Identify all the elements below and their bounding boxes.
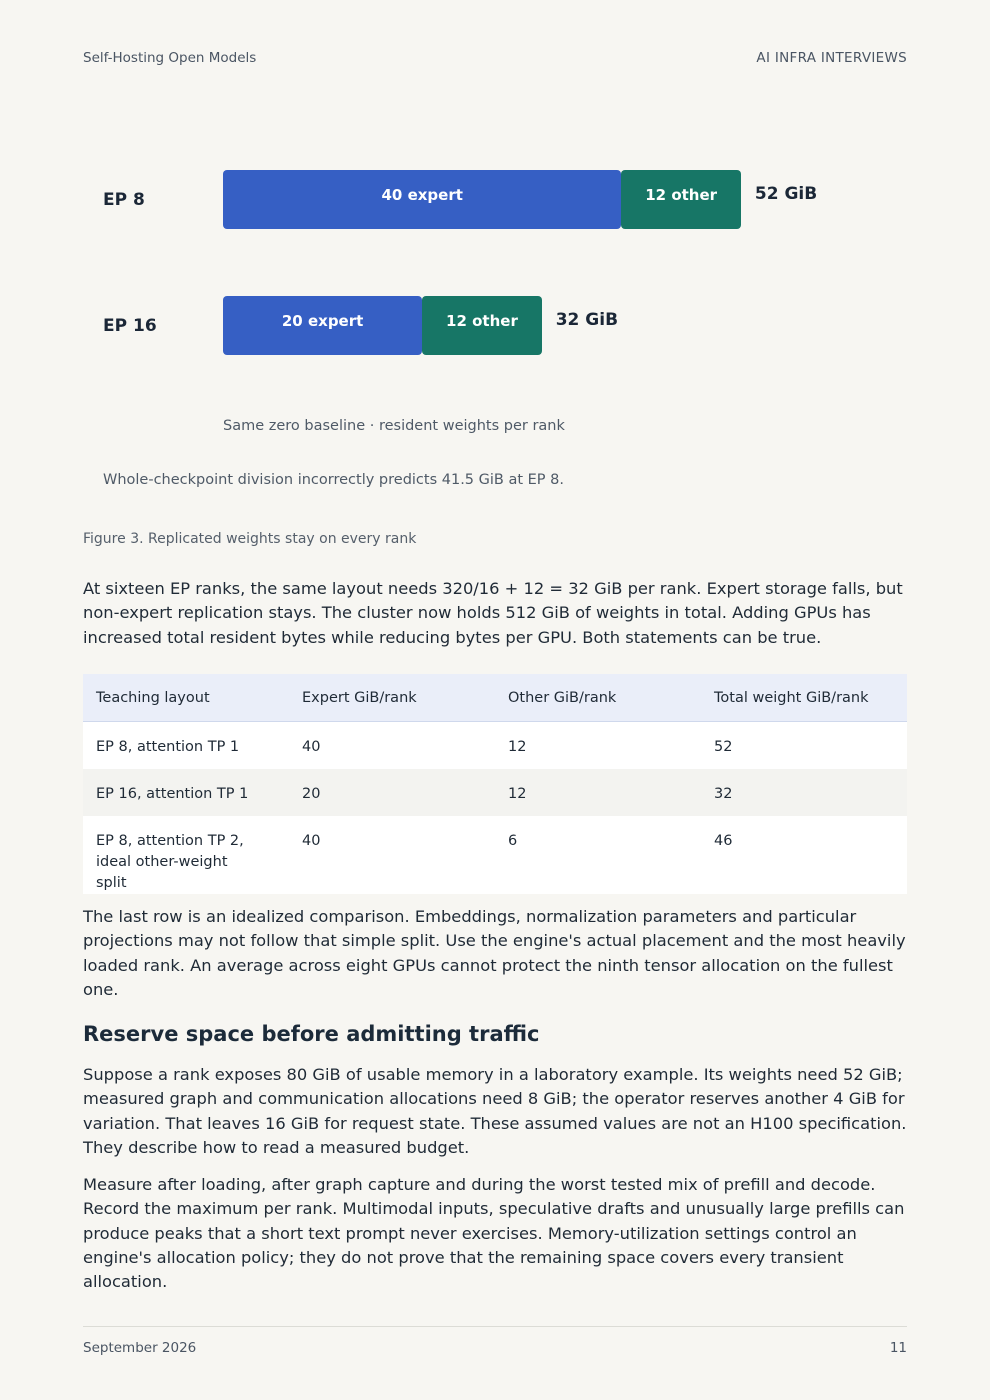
chart-annotation: Same zero baseline · resident weights per rank: [223, 418, 565, 434]
bar-segment-label: 12 other: [446, 312, 518, 330]
table-cell: EP 8, attention TP 2, ideal other-weight split: [83, 816, 289, 894]
page-footer: [83, 1340, 907, 1356]
table-cell: 12: [495, 769, 701, 816]
table-cell: 40: [289, 722, 495, 770]
table-cell: 12: [495, 722, 701, 770]
table-header-row: [83, 674, 907, 722]
running-header: [83, 50, 907, 66]
weights-table: [83, 674, 907, 894]
header-publication-title: Self-Hosting Open Models: [83, 50, 257, 66]
bar-segment-other: [422, 296, 542, 355]
table-row: [83, 769, 907, 816]
table-cell: 6: [495, 816, 701, 894]
body-paragraph: The last row is an idealized comparison. Embeddings, normalization parameters and particular projections may not follow that simple split. Use the engine's actual placement and the most heavily loaded rank. An average across eight GPUs cannot protect the ninth tensor allocation on the fullest one.: [83, 907, 906, 999]
figure-caption: Figure 3. Replicated weights stay on every rank: [83, 531, 417, 547]
page-number: 11: [889, 1340, 907, 1356]
bar-segment-label: 40 expert: [381, 186, 463, 204]
table-cell: 52: [701, 722, 907, 770]
chart-note: Whole-checkpoint division incorrectly predicts 41.5 GiB at EP 8.: [103, 472, 564, 488]
table-row: [83, 722, 907, 770]
bar-segment-expert: [223, 296, 422, 355]
bar-segment-label: 12 other: [645, 186, 718, 204]
table-cell: 40: [289, 816, 495, 894]
section-heading: Reserve space before admitting traffic: [83, 1022, 540, 1046]
table-header-cell: Teaching layout: [83, 674, 289, 722]
bar-category-label: EP 16: [103, 316, 157, 336]
bar-segment-label: 20 expert: [281, 312, 364, 330]
body-paragraph: At sixteen EP ranks, the same layout needs 320/16 + 12 = 32 GiB per rank. Expert storage falls, but non-expert replication stays. The cluster now holds 512 GiB of weights in total. Adding GPUs has increased total resident bytes while reducing bytes per GPU. Both statements can be true.: [83, 579, 903, 647]
table-header-cell: Other GiB/rank: [495, 674, 701, 722]
bar-segment-expert: [223, 170, 621, 229]
table-cell: 20: [289, 769, 495, 816]
bar-total-label: 52 GiB: [754, 184, 818, 204]
stacked-bar-chart: [83, 150, 907, 510]
table-header-cell: Total weight GiB/rank: [701, 674, 907, 722]
body-paragraph: Measure after loading, after graph capture and during the worst tested mix of prefill and decode. Record the maximum per rank. Multimodal inputs, speculative drafts and unusually large prefills can produce peaks that a short text prompt never exercises. Memory-utilization settings control an engine's allocation policy; they do not prove that the remaining space covers every transient allocation.: [83, 1175, 905, 1292]
body-paragraph: Suppose a rank exposes 80 GiB of usable memory in a laboratory example. Its weights need 52 GiB; measured graph and communication allocations need 8 GiB; the operator reserves another 4 GiB for variation. That leaves 16 GiB for request state. These assumed values are not an H100 specification. They describe how to read a measured budget.: [83, 1065, 907, 1157]
footer-divider: [83, 1326, 907, 1327]
bar-row-ep16: [83, 296, 907, 356]
table-cell: EP 16, attention TP 1: [83, 769, 289, 816]
footer-date: September 2026: [83, 1340, 197, 1356]
bar-segment-other: [621, 170, 741, 229]
table-row: [83, 816, 907, 894]
table-header-cell: Expert GiB/rank: [289, 674, 495, 722]
bar-category-label: EP 8: [103, 190, 145, 210]
bar-row-ep8: [83, 170, 907, 230]
table-cell: 32: [701, 769, 907, 816]
header-series-title: AI INFRA INTERVIEWS: [756, 50, 907, 66]
table-cell: 46: [701, 816, 907, 894]
table-cell: EP 8, attention TP 1: [83, 722, 289, 770]
bar-total-label: 32 GiB: [555, 310, 619, 330]
